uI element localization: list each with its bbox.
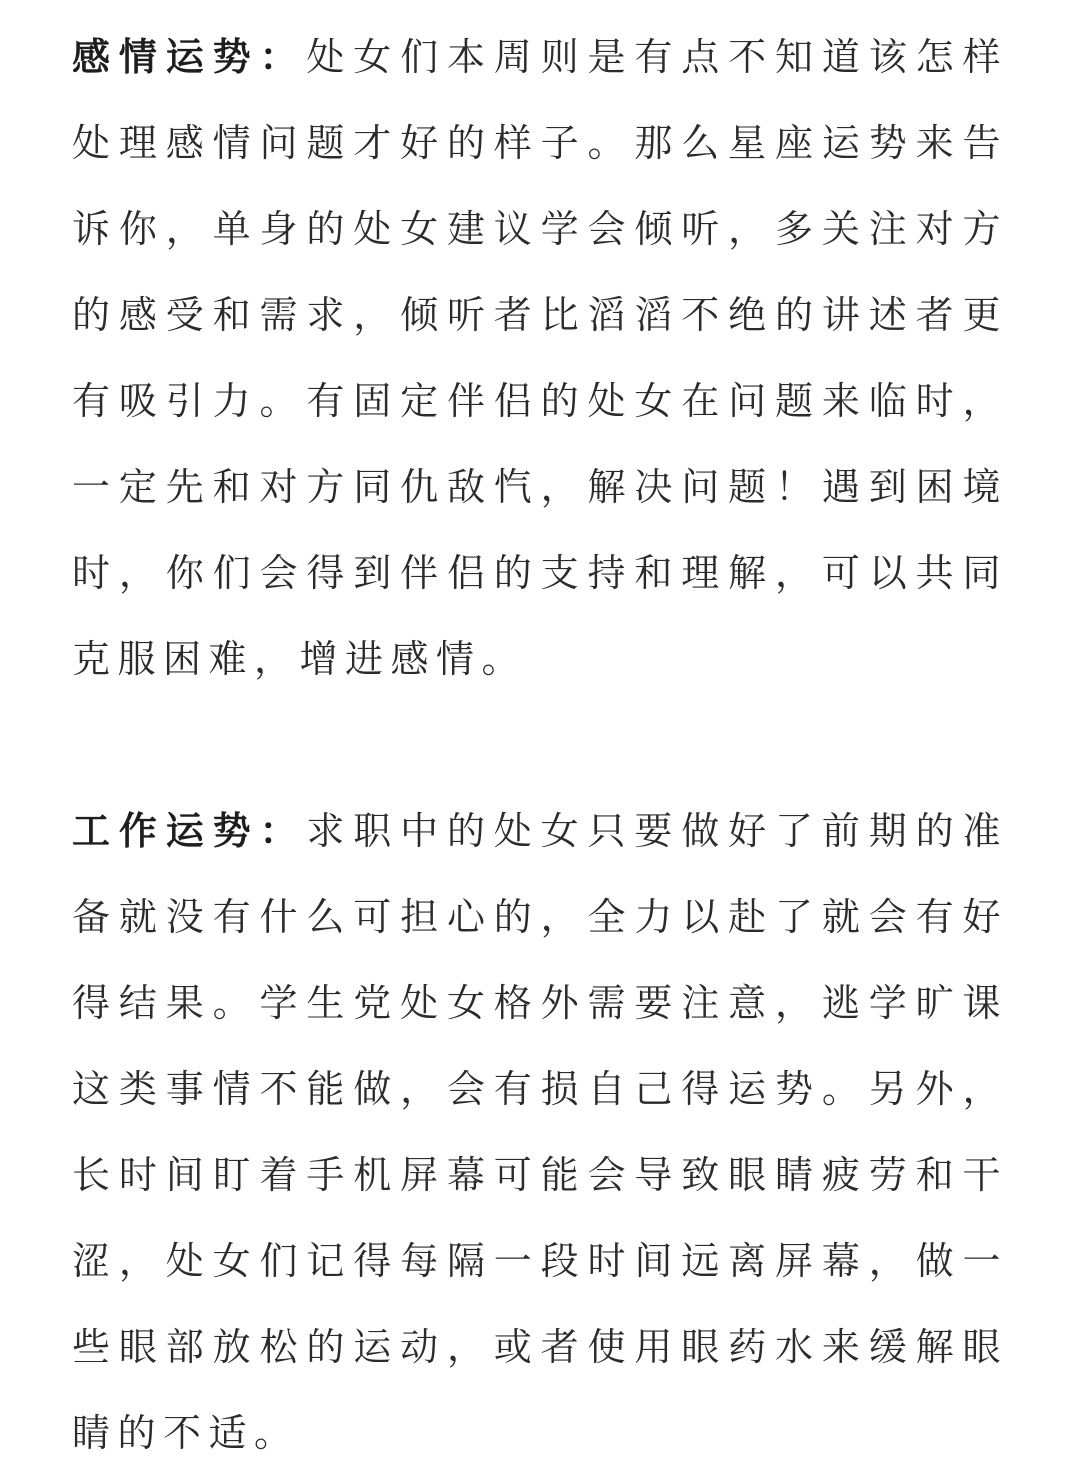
work-fortune-text: 求职中的处女只要做好了前期的准备就没有什么可担心的，全力以赴了就会有好得结果。学生党处女格外需要注意，逃学旷课这类事情不能做，会有损自己得运势。另外，长时间盯着手机屏幕可能会导致眼睛疲劳和干涩，处女们记得每隔一段时间远离屏幕，做一些眼部放松的运动，或者使用眼药水来缓解眼睛的不适。 — [72, 809, 1008, 1455]
love-fortune-text: 处女们本周则是有点不知道该怎样处理感情问题才好的样子。那么星座运势来告诉你，单身的处女建议学会倾听，多关注对方的感受和需求，倾听者比滔滔不绝的讲述者更有吸引力。有固定伴侣的处女在问题来临时，一定先和对方同仇敌忾，解决问题！遇到困境时，你们会得到伴侣的支持和理解，可以共同克服困难，增进感情。 — [72, 35, 1008, 681]
love-fortune-heading: 感情运势： — [72, 35, 307, 79]
work-fortune-heading: 工作运势： — [72, 809, 307, 853]
work-fortune-section — [72, 788, 1008, 1476]
love-fortune-section — [72, 0, 1008, 702]
article-body — [72, 0, 1008, 1476]
